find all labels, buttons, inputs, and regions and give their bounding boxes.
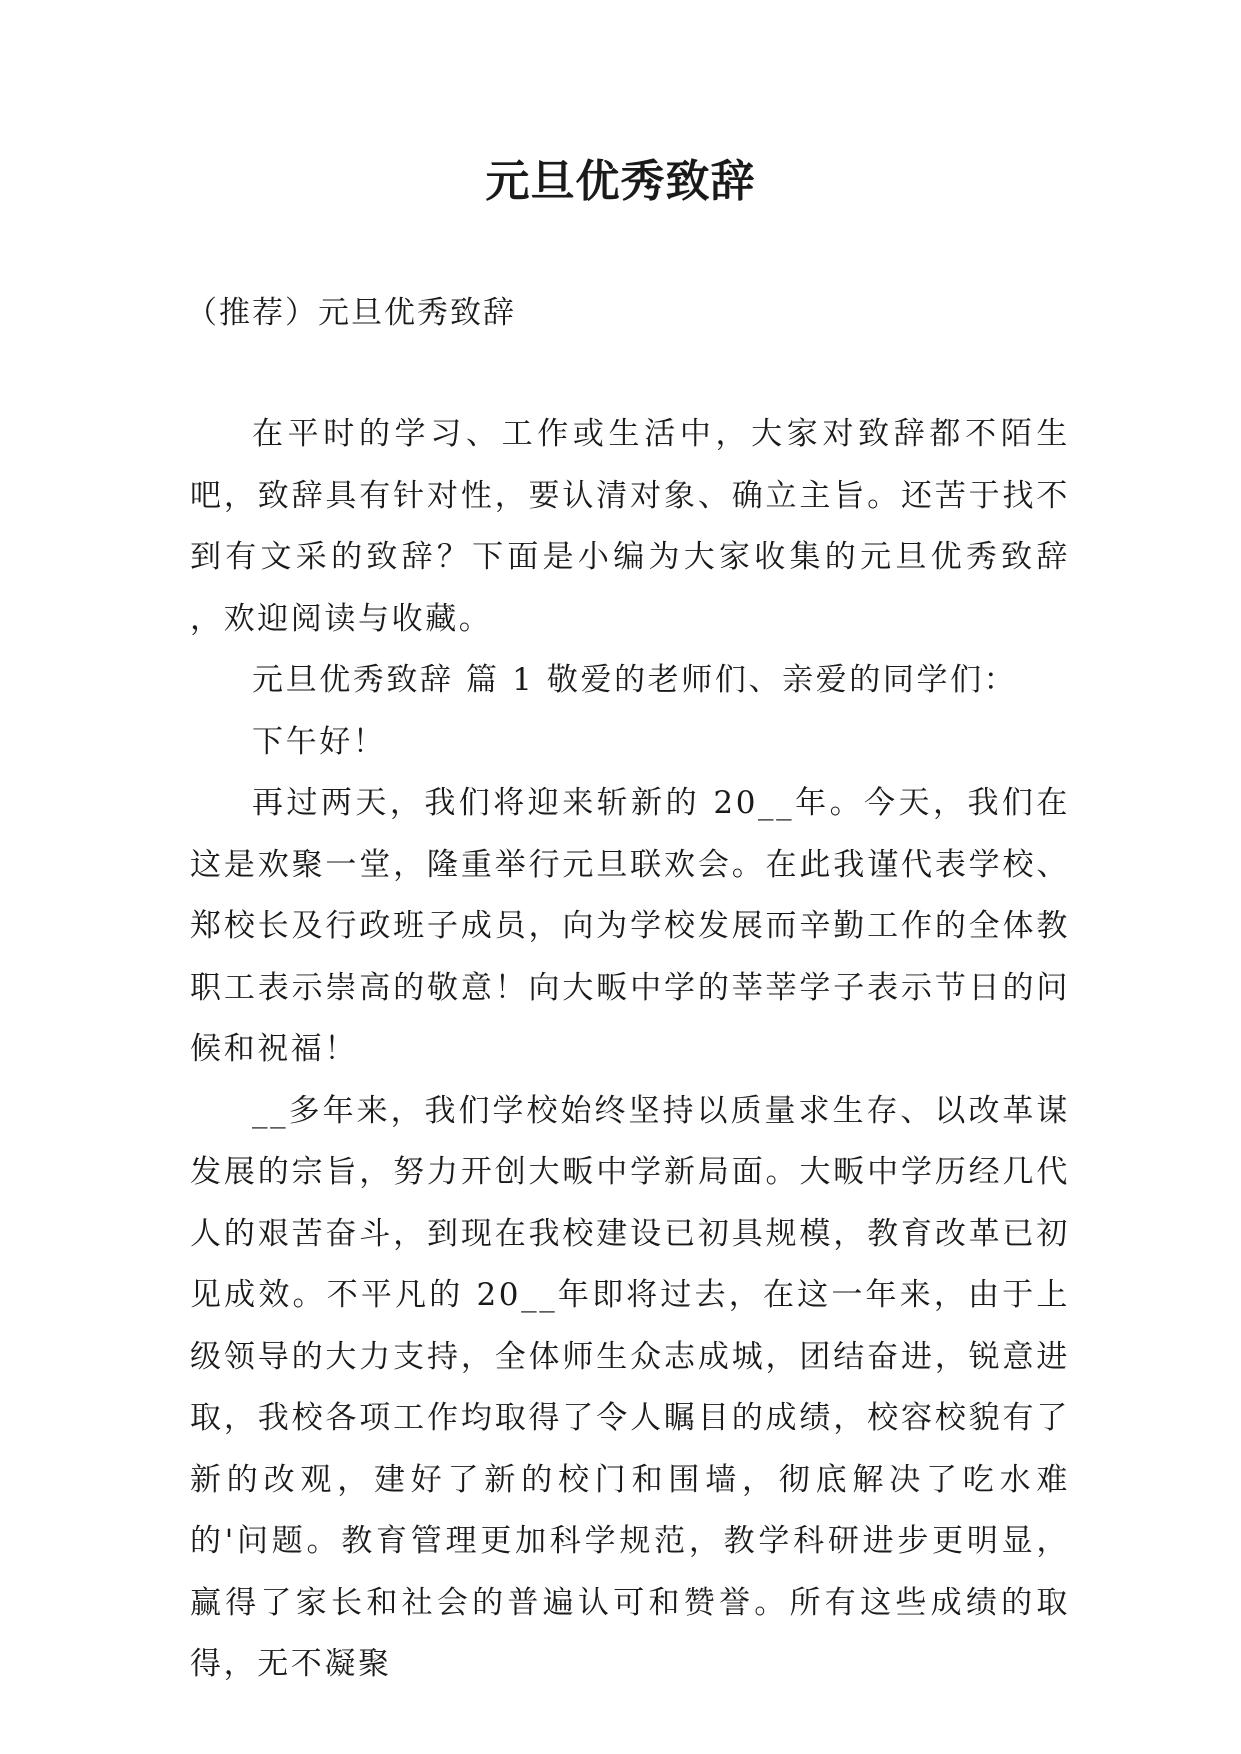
paragraph-intro: 在平时的学习、工作或生活中，大家对致辞都不陌生吧，致辞具有针对性，要认清对象、确立主旨。还苦于找不到有文采的致辞？下面是小编为大家收集的元旦优秀致辞 ，欢迎阅读与收藏。 — [190, 416, 1070, 637]
paragraph-salutation: 元旦优秀致辞 篇 1 敬爱的老师们、亲爱的同学们： — [252, 662, 1018, 698]
paragraph-greeting: 下午好！ — [252, 723, 387, 760]
paragraph-achievements: __多年来，我们学校始终坚持以质量求生存、以改革谋发展的宗旨，努力开创大畈中学新局面。大畈中学历经几代人的艰苦奋斗，到现在我校建设已初具规模，教育改革已初见成效。不平凡的 20__年即将过去，在这一年来，由于上级领导的大力支持，全体师生众志成城，团结奋进，锐意进取，我校各项工作均取得了令人瞩目的成绩，校容校貌有了新的改观，建好了新的校门和围墙，彻底解决了吃水难的'问题。教育管理更加科学规范，教学科研进步更明显，赢得了家长和社会的普遍认可和赞誉。所有这些成绩的取得，无不凝聚 — [190, 1092, 1070, 1682]
document-body — [190, 404, 1070, 1696]
paragraph-new-year: 再过两天，我们将迎来斩新的 20__年。今天，我们在这是欢聚一堂，隆重举行元旦联欢会。在此我谨代表学校、郑校长及行政班子成员，向为学校发展而辛勤工作的全体教职工表示崇高的敬意！向大畈中学的莘莘学子表示节日的问候和祝福！ — [190, 785, 1070, 1067]
document-title: 元旦优秀致辞 — [485, 156, 756, 207]
document-subtitle: （推荐）元旦优秀致辞 — [186, 295, 516, 331]
